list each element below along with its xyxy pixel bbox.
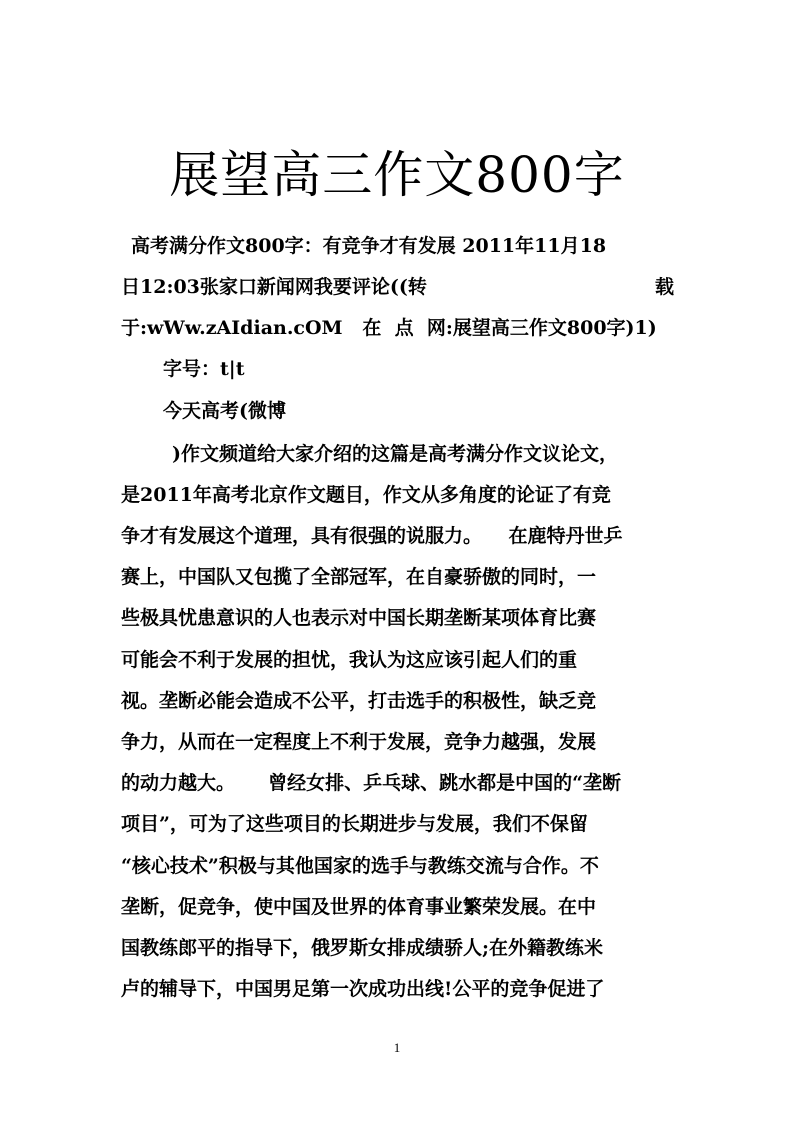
document-title: 展望高三作文800字: [169, 146, 625, 204]
body-line-2: [121, 273, 674, 301]
body-line-4: 字号：t|t: [163, 358, 245, 380]
body-line-2-left: 日12:03张家口新闻网我要评论((转: [121, 276, 427, 298]
body-line-15: 项目”，可为了这些项目的长期进步与发展，我们不保留: [121, 813, 588, 835]
body-line-13: 争力，从而在一定程度上不利于发展，竞争力越强，发展: [121, 731, 597, 753]
body-line-12: 视。垄断必能会造成不公平，打击选手的积极性，缺乏竞: [121, 690, 597, 712]
body-line-16: “核心技术”积极与其他国家的选手与教练交流与合作。不: [121, 855, 599, 877]
body-line-8: 争才有发展这个道理，具有很强的说服力。 在鹿特丹世乒: [121, 525, 623, 547]
body-line-7: 是2011年高考北京作文题目，作文从多角度的论证了有竞: [121, 484, 611, 506]
body-line-5: 今天高考(微博: [163, 400, 286, 422]
body-line-17: 垄断，促竞争，使中国及世界的体育事业繁荣发展。在中: [121, 896, 597, 918]
body-line-14: 的动力越大。 曾经女排、乒乓球、跳水都是中国的“垄断: [121, 772, 622, 794]
body-line-11: 可能会不利于发展的担忧，我认为这应该引起人们的重: [121, 649, 578, 671]
body-line-6: )作文频道给大家介绍的这篇是高考满分作文议论文，: [172, 443, 618, 465]
body-line-3: 于:wWw.zAIdian.cOM 在 点 网:展望高三作文800字)1): [121, 317, 657, 339]
body-line-18: 国教练郎平的指导下，俄罗斯女排成绩骄人;在外籍教练米: [121, 937, 604, 959]
body-line-10: 些极具忧患意识的人也表示对中国长期垄断某项体育比赛: [121, 607, 597, 629]
body-line-9: 赛上，中国队又包揽了全部冠军，在自豪骄傲的同时，一: [121, 566, 597, 588]
body-line-1: 高考满分作文800字：有竞争才有发展 2011年11月18: [131, 235, 607, 257]
page-number: 1: [393, 1040, 401, 1055]
body-line-2-right: 载: [654, 276, 674, 298]
body-line-19: 卢的辅导下，中国男足第一次成功出线!公平的竞争促进了: [121, 978, 605, 1000]
